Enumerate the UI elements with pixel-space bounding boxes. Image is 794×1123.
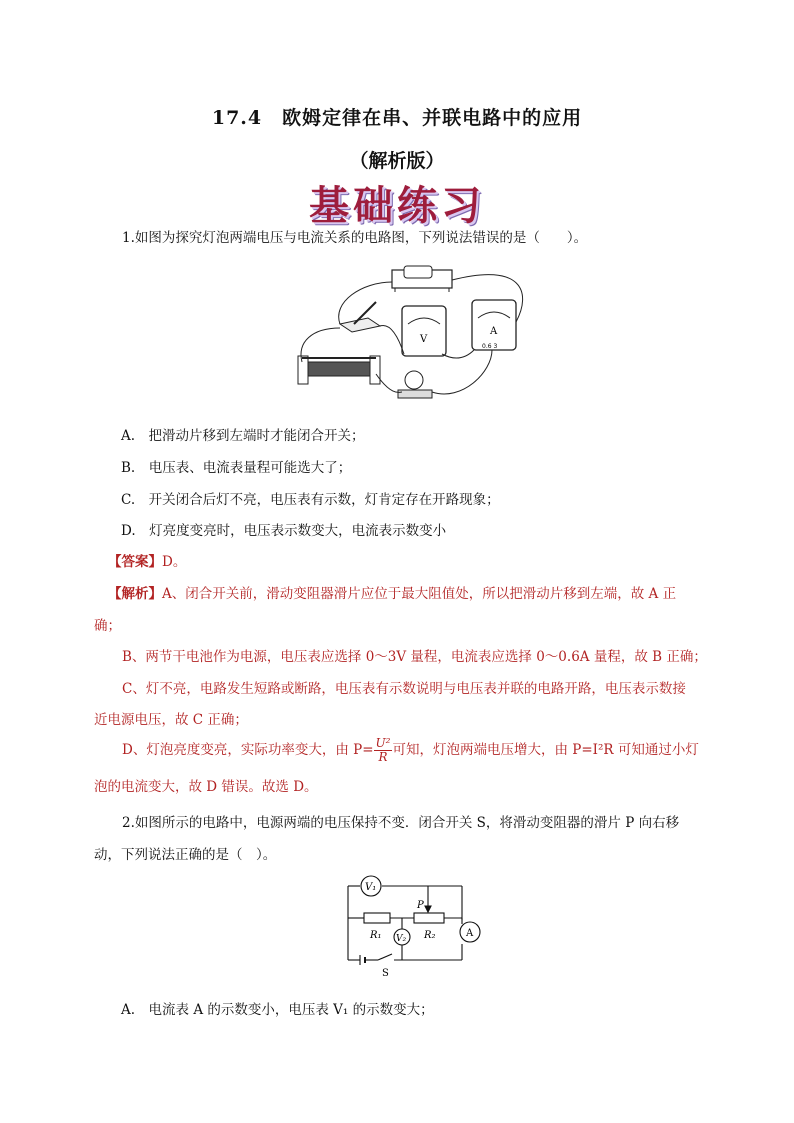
analysis-d-post: 可知，灯泡两端电压增大，由 P=I²R 可知通过小灯	[392, 742, 699, 758]
answer-label: 【答案】	[108, 554, 162, 570]
fraction-numerator: U²	[375, 736, 391, 750]
analysis-d-pre: D、灯泡亮度变亮，实际功率变大，由 P=	[122, 742, 374, 758]
q1-analysis-line-2: 确；	[94, 618, 121, 634]
q1-analysis-line-6	[122, 737, 699, 764]
section-banner: 基础练习	[309, 182, 485, 229]
q1-option-b: B. 电压表、电流表量程可能选大了；	[121, 460, 352, 476]
ammeter-a-label: A	[466, 928, 474, 939]
analysis-a: A、闭合开关前，滑动变阻器滑片应位于最大阻值处，所以把滑动片移到左端，故 A 正	[162, 586, 677, 602]
question-2-stem-2: 动，下列说法正确的是（ ）。	[94, 847, 277, 863]
r1-label: R₁	[370, 930, 382, 941]
q1-option-d: D. 灯亮度变亮时，电压表示数变大，电流表示数变小	[121, 523, 447, 539]
r2-label: R₂	[424, 930, 436, 941]
circuit-diagram-figure	[340, 872, 496, 978]
q1-option-c: C. 开关闭合后灯不亮，电压表有示数，灯肯定存在开路现象；	[121, 492, 500, 508]
question-1-stem: 1.如图为探究灯泡两端电压与电流关系的电路图，下列说法错误的是（ ）。	[122, 230, 588, 246]
analysis-label: 【解析】	[108, 586, 162, 602]
q1-answer	[108, 550, 186, 570]
question-2-stem-1: 2.如图所示的电路中，电源两端的电压保持不变．闭合开关 S，将滑动变阻器的滑片 P 向右移	[122, 815, 680, 831]
q1-analysis-line-1	[108, 582, 676, 602]
v1-label: V₁	[365, 882, 377, 893]
circuit-photo-figure	[292, 262, 524, 408]
ammeter-label: A	[490, 326, 498, 337]
q1-analysis-line-5: 近电源电压，故 C 正确；	[94, 712, 248, 728]
q1-analysis-line-7: 泡的电流变大，故 D 错误。故选 D。	[94, 779, 318, 795]
q1-option-a: A. 把滑动片移到左端时才能闭合开关；	[121, 428, 365, 444]
slider-p-label: P	[417, 900, 424, 911]
fraction-denominator: R	[378, 750, 388, 764]
page-subtitle: （解析版）	[349, 150, 445, 172]
q1-analysis-line-3: B、两节干电池作为电源，电压表应选择 0～3V 量程，电流表应选择 0～0.6A 量程，故 B 正确；	[122, 649, 707, 665]
power-fraction	[374, 737, 393, 764]
q2-option-a: A. 电流表 A 的示数变小，电压表 V₁ 的示数变大；	[121, 1002, 434, 1018]
switch-s-label: S	[382, 968, 389, 978]
q1-analysis-line-4: C、灯不亮，电路发生短路或断路，电压表有示数说明与电压表并联的电路开路，电压表示数接	[122, 681, 686, 697]
v2-label: V₂	[396, 934, 407, 944]
answer-value: D。	[162, 554, 187, 570]
voltmeter-label: V	[420, 334, 428, 345]
page-title: 17.4 欧姆定律在串、并联电路中的应用	[211, 107, 583, 129]
ammeter-terminals: 0.6 3	[482, 343, 498, 350]
